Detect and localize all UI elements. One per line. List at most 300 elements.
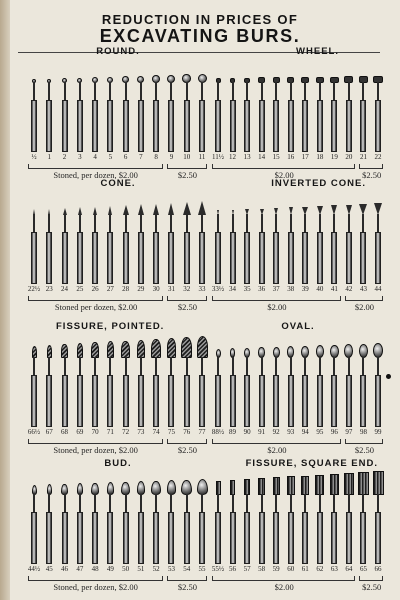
bur-shank bbox=[273, 375, 279, 427]
bur bbox=[181, 201, 193, 284]
bur bbox=[357, 77, 369, 152]
bur bbox=[104, 204, 116, 284]
bur-neck bbox=[333, 82, 335, 100]
bur bbox=[299, 477, 311, 564]
bur-number: 64 bbox=[345, 565, 353, 573]
bur-number: 36 bbox=[258, 285, 266, 293]
bur bbox=[59, 485, 71, 564]
bur-neck bbox=[155, 357, 157, 375]
bur bbox=[314, 205, 326, 284]
bur-shank bbox=[259, 232, 265, 284]
bur-shank bbox=[273, 100, 279, 152]
bur-number: 73 bbox=[137, 428, 145, 436]
bur-neck bbox=[33, 214, 35, 232]
bur-neck bbox=[155, 82, 157, 100]
number-row bbox=[212, 565, 384, 575]
bur-number: 37 bbox=[272, 285, 280, 293]
bur bbox=[135, 203, 147, 284]
bur-neck bbox=[362, 357, 364, 375]
bur-neck bbox=[304, 214, 306, 232]
bur-neck bbox=[201, 82, 203, 100]
bur-number: 71 bbox=[106, 428, 114, 436]
bur-number: 91 bbox=[258, 428, 266, 436]
bur bbox=[343, 77, 355, 152]
bur-shank bbox=[244, 232, 250, 284]
bur-shank bbox=[107, 100, 113, 152]
bur bbox=[270, 478, 282, 564]
section-bud bbox=[28, 458, 208, 596]
bur-number: 39 bbox=[301, 285, 309, 293]
bur bbox=[28, 486, 40, 564]
number-row bbox=[212, 153, 384, 163]
bur-number: 27 bbox=[106, 285, 114, 293]
bur-number: 40 bbox=[316, 285, 324, 293]
section-title: INVERTED CONE. bbox=[271, 178, 366, 189]
bur-shank bbox=[273, 512, 279, 564]
bur-number: 46 bbox=[61, 565, 69, 573]
bur bbox=[241, 349, 253, 427]
bur-shank bbox=[230, 512, 236, 564]
bur bbox=[120, 77, 132, 152]
bur-neck bbox=[377, 494, 379, 512]
section-title: ROUND. bbox=[96, 46, 140, 57]
bur bbox=[104, 483, 116, 564]
bur-shank bbox=[230, 375, 236, 427]
bur-number: 28 bbox=[122, 285, 130, 293]
bur-shank bbox=[215, 375, 221, 427]
bur bbox=[357, 345, 369, 427]
bur-shank bbox=[360, 100, 366, 152]
bur-neck bbox=[94, 494, 96, 512]
bur-neck bbox=[362, 494, 364, 512]
bur-neck bbox=[275, 214, 277, 232]
bur-number: 55½ bbox=[211, 565, 225, 573]
bur-row bbox=[28, 470, 208, 564]
bur bbox=[285, 347, 297, 427]
bur-head bbox=[287, 476, 295, 495]
bur-number: 14 bbox=[258, 153, 266, 161]
bur-number: 51 bbox=[137, 565, 145, 573]
bur bbox=[372, 344, 384, 427]
bur-row bbox=[28, 58, 208, 152]
bur bbox=[165, 201, 177, 284]
bur-neck bbox=[64, 82, 66, 100]
bur-shank bbox=[77, 100, 83, 152]
bur-head bbox=[216, 481, 221, 495]
bur-shank bbox=[92, 375, 98, 427]
number-row bbox=[28, 565, 208, 575]
price-bracket bbox=[167, 164, 207, 169]
bur-neck bbox=[348, 82, 350, 100]
bur-neck bbox=[377, 357, 379, 375]
bur-neck bbox=[155, 214, 157, 232]
bur-neck bbox=[304, 82, 306, 100]
bur-shank bbox=[184, 512, 190, 564]
bur-number: 3 bbox=[78, 153, 82, 161]
bur-shank bbox=[46, 375, 52, 427]
bur-number: 13 bbox=[243, 153, 251, 161]
bur-shank bbox=[302, 375, 308, 427]
bur-neck bbox=[33, 357, 35, 375]
section-wheel bbox=[212, 46, 384, 184]
bur-row bbox=[28, 190, 208, 284]
bur bbox=[227, 349, 239, 427]
bur-neck bbox=[348, 494, 350, 512]
bur bbox=[74, 206, 86, 284]
bur-shank bbox=[360, 232, 366, 284]
bur-number: 75 bbox=[167, 428, 175, 436]
bur bbox=[343, 474, 355, 564]
bur-neck bbox=[232, 82, 234, 100]
bur-neck bbox=[275, 357, 277, 375]
bur bbox=[181, 481, 193, 564]
bur-neck bbox=[79, 214, 81, 232]
bur-number: 62 bbox=[316, 565, 324, 573]
price-bracket bbox=[359, 164, 383, 169]
bur-neck bbox=[79, 82, 81, 100]
bur bbox=[59, 79, 71, 152]
bur-shank bbox=[184, 100, 190, 152]
bur-number: 88½ bbox=[211, 428, 225, 436]
bur-shank bbox=[244, 100, 250, 152]
section-title: FISSURE, SQUARE END. bbox=[245, 458, 378, 469]
bur-neck bbox=[246, 357, 248, 375]
bur-neck bbox=[333, 357, 335, 375]
bur bbox=[165, 481, 177, 564]
bur-neck bbox=[377, 214, 379, 232]
bur bbox=[196, 480, 208, 564]
bur bbox=[270, 348, 282, 427]
price-bracket bbox=[359, 576, 383, 581]
bur-number: 63 bbox=[330, 565, 338, 573]
bur-neck bbox=[319, 494, 321, 512]
bur bbox=[150, 482, 162, 564]
bur-number: 34 bbox=[229, 285, 237, 293]
bur-neck bbox=[94, 357, 96, 375]
bur-neck bbox=[304, 494, 306, 512]
bur-number: 55 bbox=[198, 565, 206, 573]
bur-head bbox=[373, 343, 383, 358]
bur-shank bbox=[92, 232, 98, 284]
bur bbox=[314, 476, 326, 564]
bur-neck bbox=[232, 214, 234, 232]
bur-head bbox=[137, 340, 146, 358]
number-row bbox=[212, 428, 384, 438]
bur-neck bbox=[275, 82, 277, 100]
section-fissure-square-end bbox=[212, 458, 384, 596]
price-bracket bbox=[167, 296, 207, 301]
bur-shank bbox=[215, 100, 221, 152]
bur-neck bbox=[140, 82, 142, 100]
bur-number: 60 bbox=[287, 565, 295, 573]
bur bbox=[314, 346, 326, 427]
price-bracket bbox=[167, 439, 207, 444]
bur-neck bbox=[201, 214, 203, 232]
bur-number: 22 bbox=[374, 153, 382, 161]
bur bbox=[285, 477, 297, 564]
bur bbox=[227, 481, 239, 564]
bur-neck bbox=[377, 82, 379, 100]
bur-shank bbox=[168, 375, 174, 427]
price-label: $2.50 bbox=[362, 582, 382, 592]
bur-shank bbox=[273, 232, 279, 284]
bur-number: 1 bbox=[47, 153, 52, 161]
bur-shank bbox=[346, 232, 352, 284]
bur-neck bbox=[186, 357, 188, 375]
bur-number: 70 bbox=[91, 428, 99, 436]
bur-number: 67 bbox=[45, 428, 53, 436]
bur-neck bbox=[64, 494, 66, 512]
bur-number: 7 bbox=[139, 153, 143, 161]
bur-shank bbox=[331, 375, 337, 427]
bur bbox=[299, 205, 311, 284]
bur-neck bbox=[362, 214, 364, 232]
bur-head bbox=[330, 474, 339, 495]
bur-neck bbox=[125, 494, 127, 512]
price-label: $2.50 bbox=[354, 445, 374, 455]
bur bbox=[299, 78, 311, 152]
bur-neck bbox=[109, 214, 111, 232]
bur-number: 59 bbox=[272, 565, 280, 573]
bur-shank bbox=[288, 375, 294, 427]
bur-head bbox=[197, 479, 208, 495]
bur-number: 44½ bbox=[27, 565, 41, 573]
bur bbox=[299, 347, 311, 427]
price-label: $2.00 bbox=[354, 302, 374, 312]
bur bbox=[357, 473, 369, 564]
bur-neck bbox=[348, 214, 350, 232]
bur-neck bbox=[64, 214, 66, 232]
bur bbox=[165, 339, 177, 427]
bur-shank bbox=[184, 375, 190, 427]
bur-shank bbox=[46, 512, 52, 564]
price-bracket bbox=[28, 576, 163, 581]
bur bbox=[241, 79, 253, 152]
bur bbox=[74, 344, 86, 427]
bur bbox=[89, 78, 101, 152]
bur-number: 66 bbox=[374, 565, 382, 573]
bur-number: 43 bbox=[359, 285, 367, 293]
bur bbox=[227, 79, 239, 152]
bur-neck bbox=[170, 357, 172, 375]
price-label: $2.50 bbox=[177, 582, 198, 592]
bur-neck bbox=[217, 214, 219, 232]
bur-shank bbox=[168, 100, 174, 152]
bur-neck bbox=[140, 357, 142, 375]
bur-neck bbox=[79, 494, 81, 512]
section-title: CONE. bbox=[100, 178, 136, 189]
bur-head bbox=[230, 480, 236, 495]
bur-neck bbox=[79, 357, 81, 375]
bur bbox=[285, 78, 297, 152]
bur-number: 92 bbox=[272, 428, 280, 436]
bur-shank bbox=[259, 375, 265, 427]
bur-neck bbox=[109, 494, 111, 512]
bur bbox=[43, 80, 55, 152]
bur-head bbox=[301, 476, 309, 495]
bur-head bbox=[181, 337, 191, 358]
bur-number: 99 bbox=[374, 428, 382, 436]
bur-shank bbox=[230, 232, 236, 284]
bur-shank bbox=[153, 232, 159, 284]
bur-shank bbox=[244, 512, 250, 564]
bur-neck bbox=[186, 82, 188, 100]
section-title: FISSURE, POINTED. bbox=[56, 321, 165, 332]
bur bbox=[256, 78, 268, 152]
bur bbox=[135, 482, 147, 564]
ink-dot bbox=[386, 374, 391, 379]
bur bbox=[59, 207, 71, 284]
bur bbox=[314, 78, 326, 152]
bur-number: 22½ bbox=[27, 285, 41, 293]
bur-shank bbox=[107, 232, 113, 284]
number-row bbox=[28, 428, 208, 438]
bur-shank bbox=[107, 375, 113, 427]
bur-neck bbox=[125, 357, 127, 375]
bur-neck bbox=[217, 357, 219, 375]
bur-number: 25 bbox=[76, 285, 84, 293]
bur-number: 16 bbox=[287, 153, 295, 161]
bur-head bbox=[197, 336, 208, 358]
price-label: Stoned, per dozen, $2.00 bbox=[53, 445, 138, 455]
bur-head bbox=[107, 341, 115, 358]
bur bbox=[241, 480, 253, 564]
bur-number: 11 bbox=[198, 153, 206, 161]
bur-head bbox=[273, 477, 280, 495]
bur bbox=[74, 484, 86, 564]
bur bbox=[227, 208, 239, 284]
bur-neck bbox=[217, 494, 219, 512]
bur-shank bbox=[199, 512, 205, 564]
bur-number: 74 bbox=[152, 428, 160, 436]
bur-shank bbox=[31, 232, 37, 284]
bur-shank bbox=[317, 232, 323, 284]
number-row bbox=[28, 153, 208, 163]
section-cone bbox=[28, 178, 208, 316]
bur-neck bbox=[348, 357, 350, 375]
bur-shank bbox=[77, 232, 83, 284]
bur-shank bbox=[375, 100, 381, 152]
bur-number: 10 bbox=[183, 153, 191, 161]
bur bbox=[59, 345, 71, 427]
bur-neck bbox=[319, 357, 321, 375]
bur-number: 15 bbox=[272, 153, 280, 161]
bur-shank bbox=[259, 100, 265, 152]
bur-head bbox=[358, 472, 368, 495]
bur bbox=[372, 77, 384, 152]
bur-shank bbox=[77, 512, 83, 564]
bur-number: 48 bbox=[91, 565, 99, 573]
bur-number: 58 bbox=[258, 565, 266, 573]
bur bbox=[165, 76, 177, 152]
bur-shank bbox=[153, 512, 159, 564]
bur-shank bbox=[46, 232, 52, 284]
price-bracket bbox=[28, 439, 163, 444]
bur-head bbox=[373, 471, 384, 495]
bur-neck bbox=[246, 214, 248, 232]
bur-shank bbox=[92, 512, 98, 564]
bur-shank bbox=[317, 100, 323, 152]
bur bbox=[43, 346, 55, 427]
bur-neck bbox=[155, 494, 157, 512]
bur-head bbox=[344, 344, 353, 358]
section-round bbox=[28, 46, 208, 184]
bur-number: 90 bbox=[243, 428, 251, 436]
bur-shank bbox=[62, 100, 68, 152]
bur-number: 89 bbox=[229, 428, 237, 436]
bur-number: 17 bbox=[301, 153, 309, 161]
bur-shank bbox=[244, 375, 250, 427]
price-bracket bbox=[345, 439, 383, 444]
bur-number: 94 bbox=[301, 428, 309, 436]
bur-shank bbox=[215, 232, 221, 284]
bur-number: 2 bbox=[62, 153, 67, 161]
bur-shank bbox=[62, 375, 68, 427]
bur-neck bbox=[290, 357, 292, 375]
price-label: $2.50 bbox=[362, 170, 382, 180]
bur-shank bbox=[360, 512, 366, 564]
bur-shank bbox=[288, 100, 294, 152]
bur-neck bbox=[140, 494, 142, 512]
bur-neck bbox=[109, 82, 111, 100]
bur-head bbox=[137, 481, 146, 495]
bur-neck bbox=[201, 494, 203, 512]
bur-number: 18 bbox=[316, 153, 324, 161]
bur-neck bbox=[290, 214, 292, 232]
bur bbox=[89, 343, 101, 427]
bur-shank bbox=[31, 100, 37, 152]
bur-neck bbox=[275, 494, 277, 512]
bur-shank bbox=[107, 512, 113, 564]
bur-neck bbox=[232, 494, 234, 512]
bur-number: 42 bbox=[345, 285, 353, 293]
bur-number: 53 bbox=[167, 565, 175, 573]
bur-head bbox=[315, 475, 324, 495]
bur-number: 9 bbox=[169, 153, 174, 161]
bur-number: 44 bbox=[374, 285, 382, 293]
bur-shank bbox=[62, 232, 68, 284]
bur-shank bbox=[331, 100, 337, 152]
bur-head bbox=[258, 478, 265, 495]
bur-number: 47 bbox=[76, 565, 84, 573]
bur-number: 11½ bbox=[212, 153, 224, 161]
bur bbox=[28, 347, 40, 427]
bur-head bbox=[61, 344, 67, 358]
bur-neck bbox=[48, 494, 50, 512]
bur bbox=[104, 78, 116, 152]
number-row bbox=[212, 285, 384, 295]
price-label: $2.00 bbox=[274, 582, 294, 592]
bur-number: 6 bbox=[123, 153, 128, 161]
bur-number: 72 bbox=[122, 428, 130, 436]
bur-neck bbox=[140, 214, 142, 232]
bur-shank bbox=[138, 512, 144, 564]
bur-number: 93 bbox=[287, 428, 295, 436]
bur-shank bbox=[138, 375, 144, 427]
bur-head bbox=[198, 201, 206, 215]
bur bbox=[196, 200, 208, 284]
bur-number: 38 bbox=[287, 285, 295, 293]
bur bbox=[343, 345, 355, 427]
bur-neck bbox=[125, 82, 127, 100]
price-label: $2.50 bbox=[177, 170, 198, 180]
bur bbox=[212, 79, 224, 152]
bur-number: 23 bbox=[45, 285, 53, 293]
number-row bbox=[28, 285, 208, 295]
bur bbox=[328, 78, 340, 152]
bur-number: 19 bbox=[330, 153, 338, 161]
bur-head bbox=[151, 339, 160, 358]
